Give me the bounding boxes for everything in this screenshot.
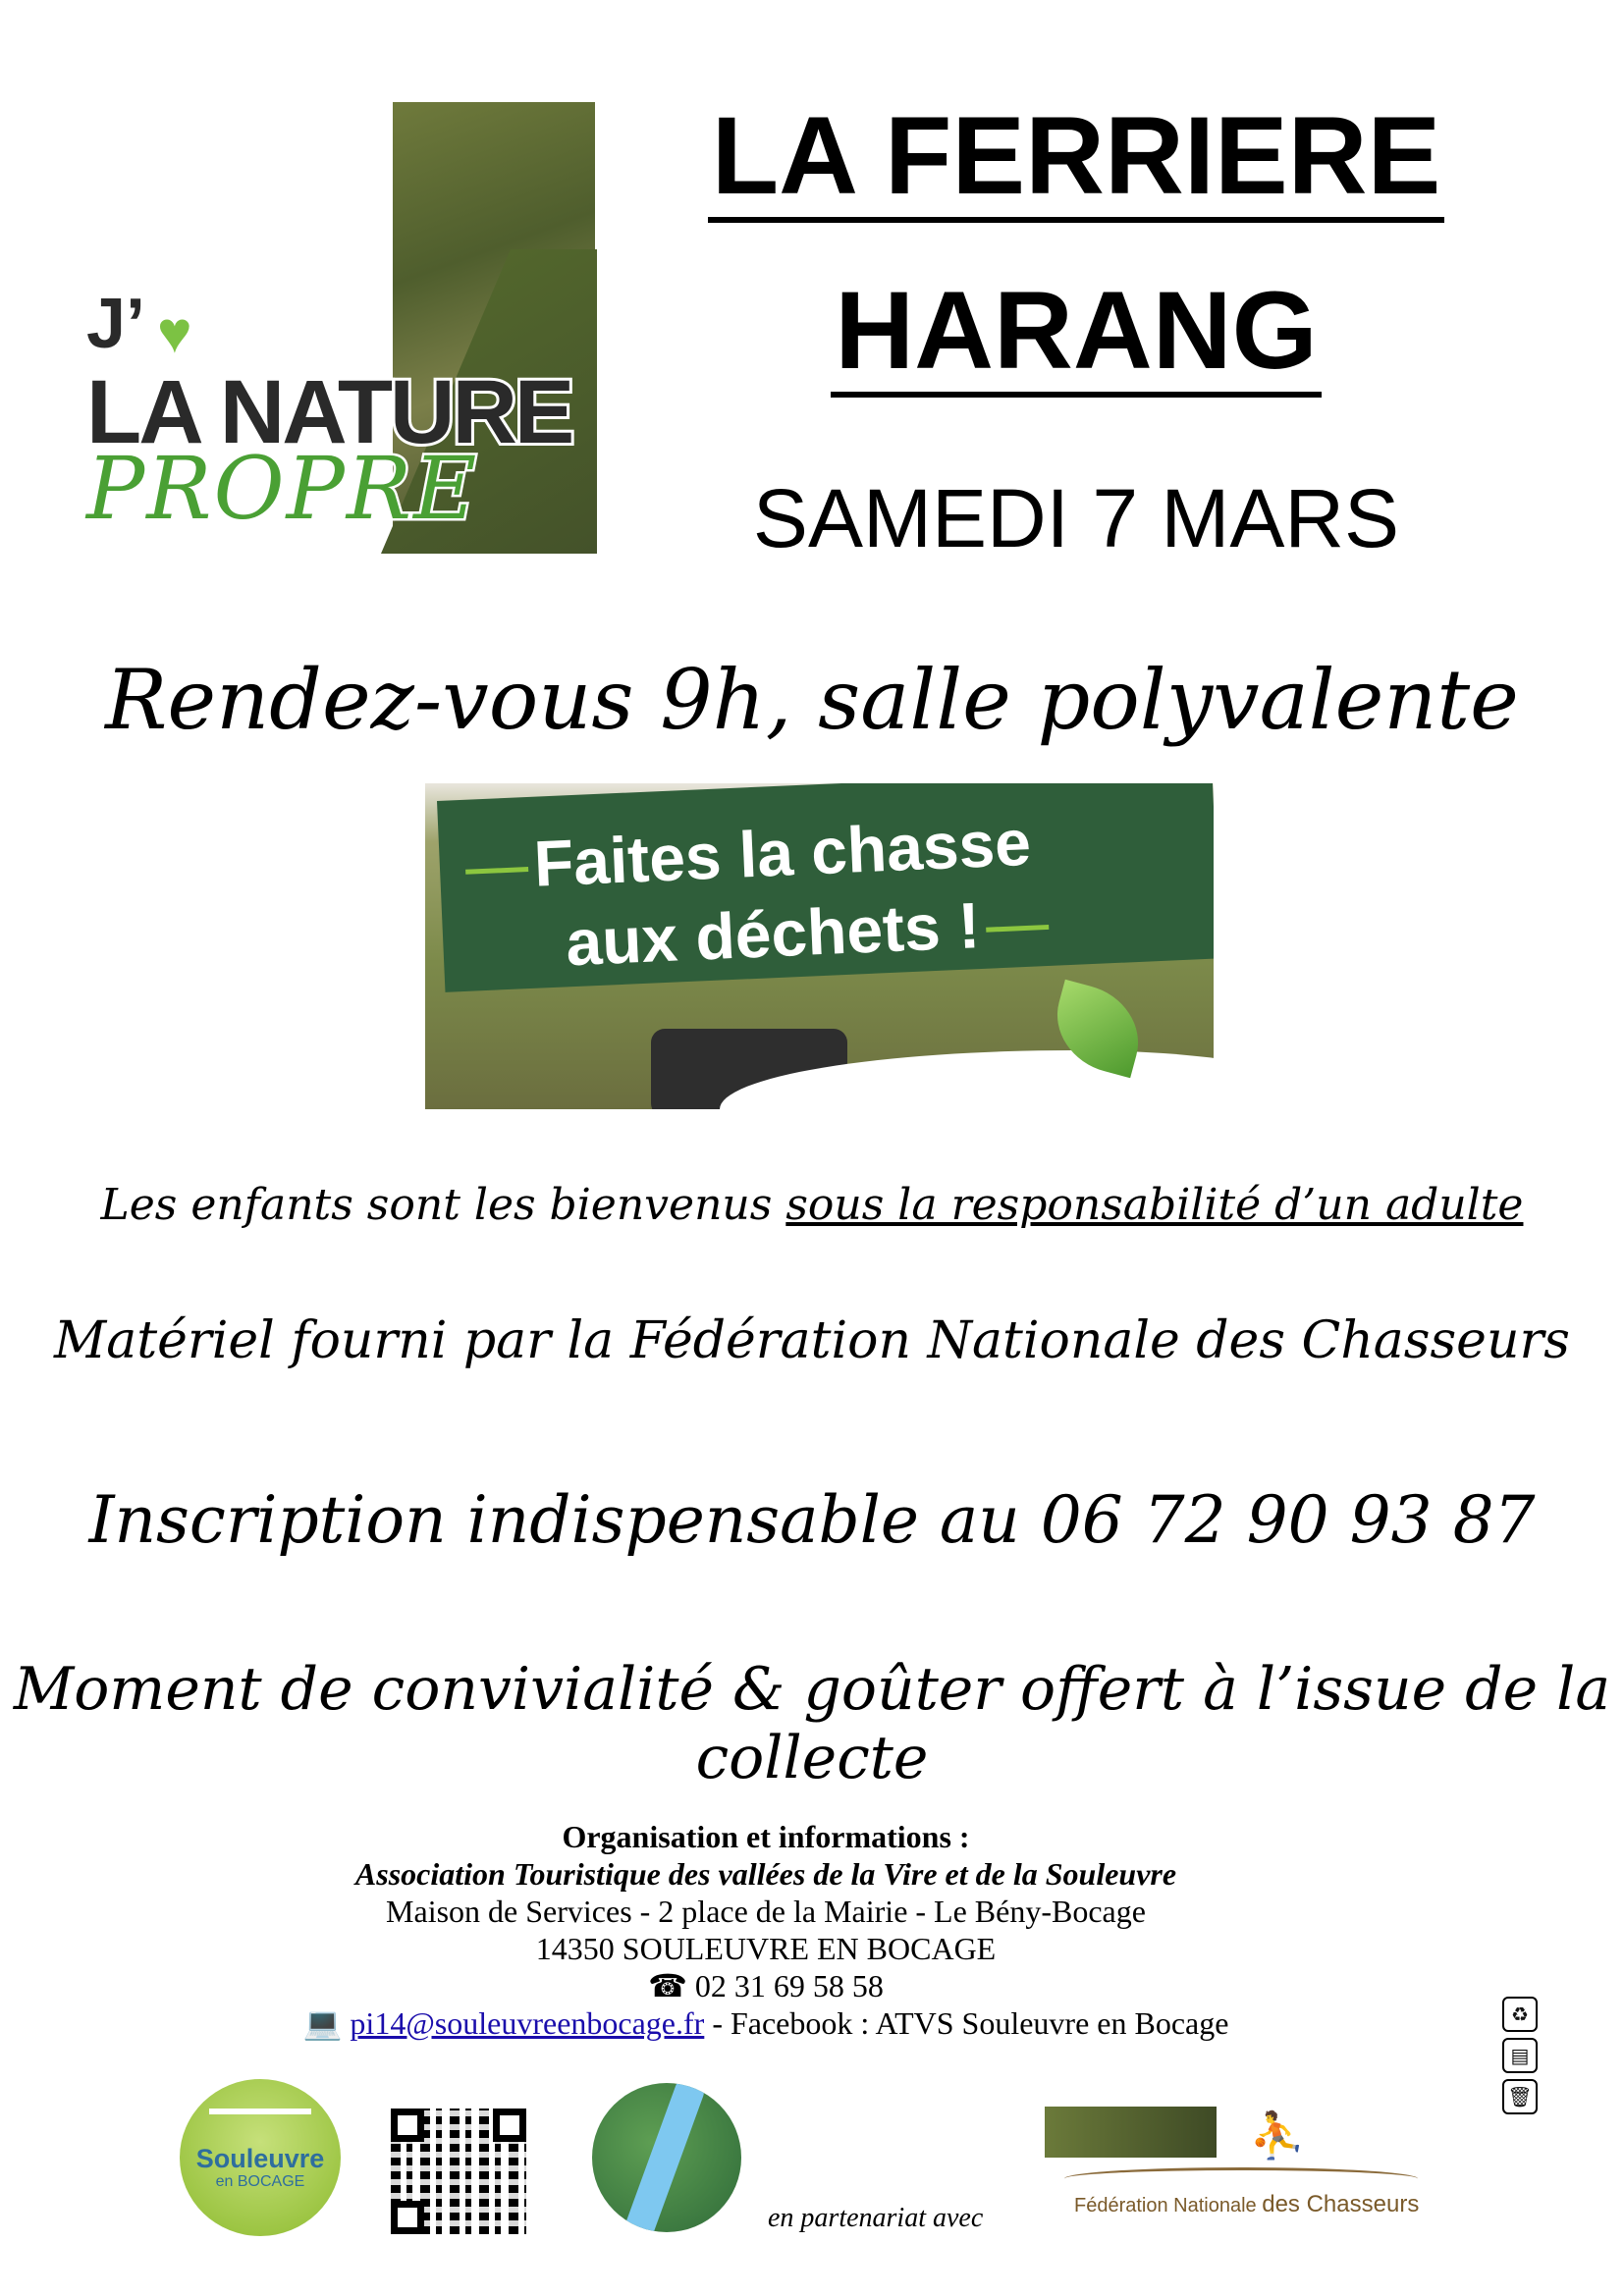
event-date: SAMEDI 7 MARS [752, 472, 1400, 564]
title-line-1: LA FERRIERE [668, 90, 1485, 222]
info-address: Maison de Services - 2 place de la Mairie - Le Bény-Bocage [386, 1894, 1146, 1929]
logo-text-la-nature: LA NATURE [86, 362, 572, 462]
federation-nationale-des-chasseurs-logo [1045, 2107, 1430, 2222]
jaime-la-nature-propre-logo [86, 102, 595, 552]
heart-icon: ♥ [157, 299, 192, 365]
info-city: 14350 SOULEUVRE EN BOCAGE [535, 1931, 997, 1966]
trash-bin-icon: 🗑 [1502, 2079, 1538, 2114]
inscription-note: Inscription indispensable au 06 72 90 93 87 [88, 1482, 1536, 1558]
info-phone: ☎ 02 31 69 58 58 [648, 1968, 884, 2003]
phone-icon: ☎ [648, 1968, 687, 2003]
rendezvous-text: Rendez-vous 9h, salle polyvalente [105, 652, 1519, 748]
info-association: Association Touristique des vallées de la Vire et de la Souleuvre [354, 1856, 1177, 1892]
logo-text-j: J’ [86, 285, 146, 363]
fnc-swoosh [1064, 2167, 1418, 2190]
moment-note: Moment de convivialité & goûter offert à l’issue de la collecte [13, 1655, 1611, 1792]
kids-note: Les enfants sont les bienvenus sous la responsabilité d’un adulte [100, 1180, 1524, 1230]
material-note: Matériel fourni par la Fédération Nationale des Chasseurs [53, 1311, 1570, 1370]
info-title: Organisation et informations : [562, 1819, 970, 1854]
hunters-icon: ⛹ [1249, 2109, 1306, 2161]
qr-code [391, 2109, 526, 2234]
partnership-text: en partenariat avec [768, 2203, 984, 2233]
fnc-text: Fédération Nationale des Chasseurs [1074, 2191, 1420, 2217]
fnc-photo [1045, 2107, 1217, 2158]
banner-line-1: Faites la chasse [458, 805, 1032, 904]
souleuvre-en-bocage-logo: Souleuvre en BOCAGE [180, 2079, 341, 2236]
banner-line-2: aux déchets ! [565, 884, 1056, 981]
info-contact: 💻 pi14@souleuvreenbocage.fr - Facebook : ATVS Souleuvre en Bocage [302, 2005, 1229, 2041]
river-valley-logo [592, 2083, 741, 2232]
paper-icon: ▤ [1502, 2038, 1538, 2073]
banner-panel [437, 783, 1214, 992]
recycle-icon: ♻ [1502, 1997, 1538, 2032]
email-link[interactable]: pi14@souleuvreenbocage.fr [350, 2005, 705, 2041]
side-icons [1500, 1997, 1540, 2112]
river-icon [620, 2083, 708, 2232]
title-line-2: HARANG [668, 265, 1485, 397]
computer-icon: 💻 [302, 2005, 343, 2041]
chasse-aux-dechets-banner [425, 783, 1214, 1109]
logo-text-propre: PROPRE [86, 438, 479, 539]
bridge-icon [209, 2109, 311, 2140]
